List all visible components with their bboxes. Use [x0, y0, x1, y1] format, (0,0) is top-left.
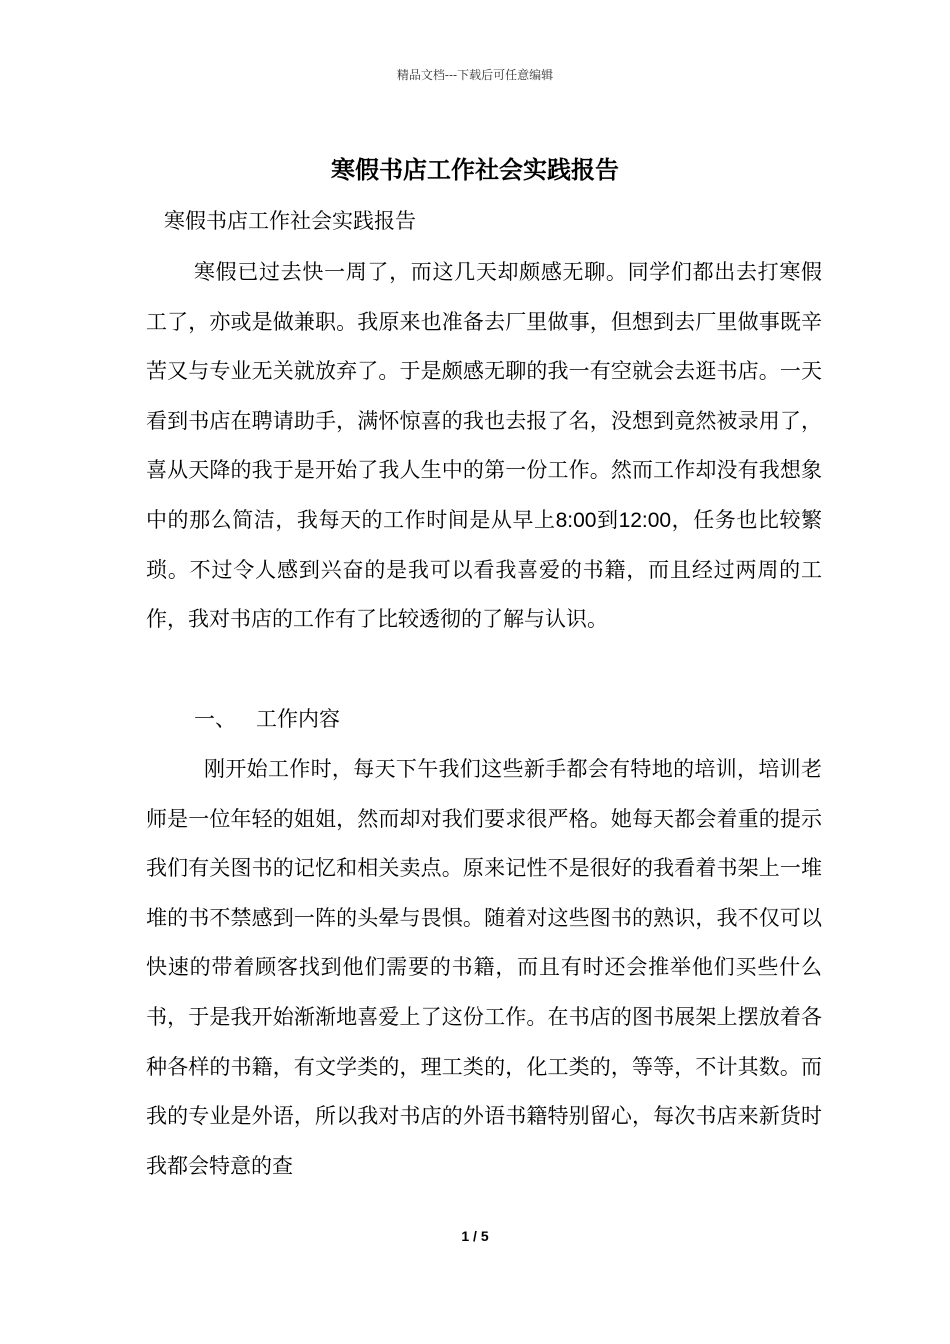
paragraph-intro-text-b: 到: [596, 507, 619, 532]
paragraph-intro-text-c: ，任务也比较繁琐。不过令人感到兴奋的是我可以看我喜爱的书籍，而且经过两周的工作，我对书店的工作有了比较透彻的了解与认识。: [146, 507, 823, 632]
section-number: 一、: [194, 707, 236, 731]
page-number: 1 / 5: [461, 1228, 489, 1244]
paragraph-intro-text-a: 寒假已过去快一周了，而这几天却颇感无聊。同学们都出去打寒假工了，亦或是做兼职。我原来也准备去厂里做事，但想到去厂里做事既辛苦又与专业无关就放弃了。于是颇感无聊的我一有空就会去逛书店。一天看到书店在聘请助手，满怀惊喜的我也去报了名，没想到竟然被录用了，喜从天降的我于是开始了我人生中的第一份工作。然而工作却没有我想象中的那么简洁，我每天的工作时间是从早上: [146, 260, 822, 532]
document-title: 寒假书店工作社会实践报告: [331, 155, 619, 184]
paragraph-work-content: 刚开始工作时，每天下午我们这些新手都会有特地的培训，培训老师是一位年轻的姐姐，然而却对我们要求很严格。她每天都会着重的提示我们有关图书的记忆和相关卖点。原来记性不是很好的我看着书架上一堆堆的书不禁感到一阵的头晕与畏惧。随着对这些图书的熟识，我不仅可以快速的带着顾客找到他们需要的书籍，而且有时还会推举他们买些什么书，于是我开始渐渐地喜爱上了这份工作。在书店的图书展架上摆放着各种各样的书籍，有文学类的，理工类的，化工类的，等等，不计其数。而我的专业是外语，所以我对书店的外语书籍特别留心，每次书店来新货时我都会特意的查: [146, 757, 822, 1178]
work-start-time: 8:00: [555, 508, 597, 532]
document-subtitle: 寒假书店工作社会实践报告: [164, 209, 416, 233]
work-end-time: 12:00: [618, 508, 672, 532]
section-heading-text: 工作内容: [256, 707, 340, 731]
section-heading-work-content: [194, 697, 340, 741]
paragraph-intro: [146, 248, 822, 645]
page-header-note: 精品文档---下载后可任意编辑: [396, 68, 554, 82]
